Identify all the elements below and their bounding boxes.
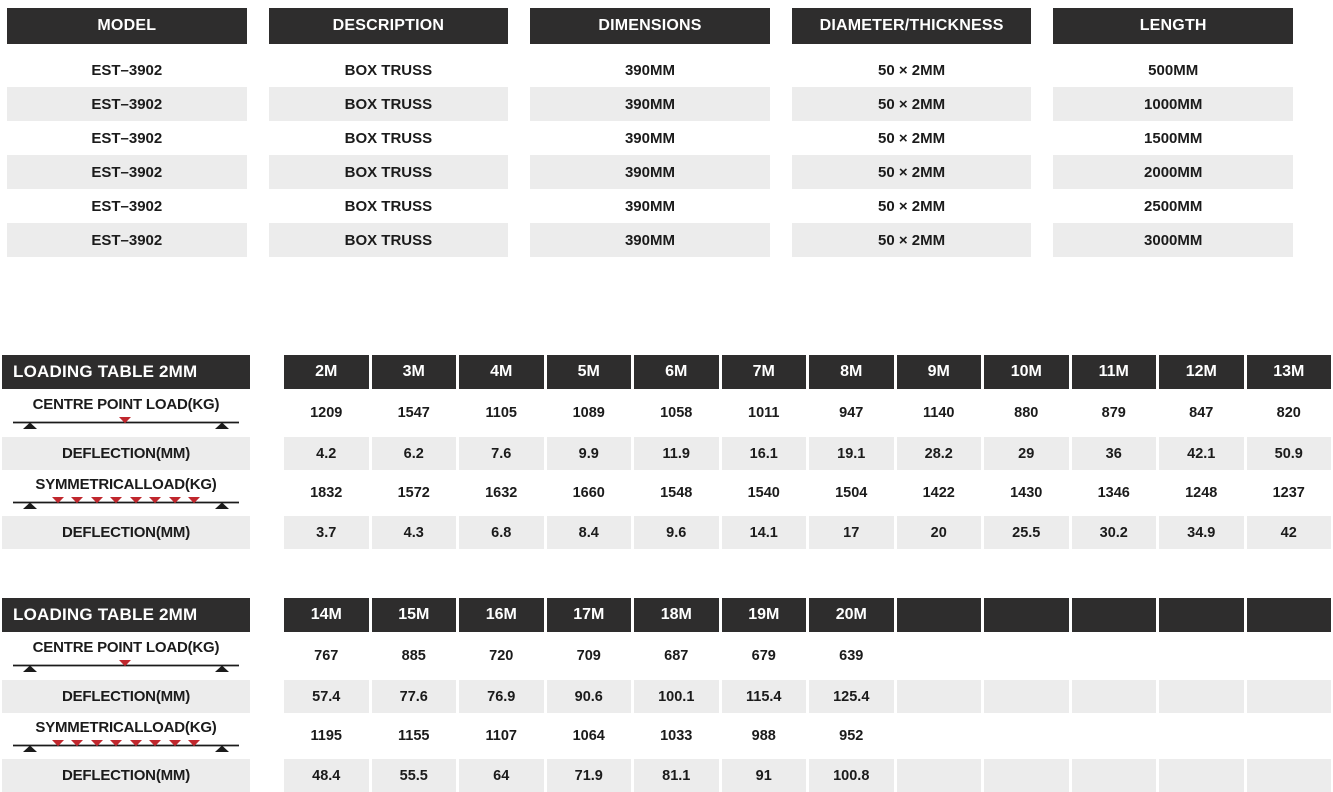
- load-value-cell: [897, 715, 982, 757]
- row-label: [2, 437, 250, 470]
- spec-column-header: LENGTH: [1053, 8, 1293, 44]
- load-value-cell: 820: [1276, 405, 1301, 421]
- load-value-cell: 1547: [397, 405, 430, 421]
- row-label: [2, 472, 250, 514]
- load-value-cell: 64: [459, 759, 544, 792]
- load-value-cell: 847: [1189, 405, 1214, 421]
- spec-cell: EST–3902: [7, 87, 247, 121]
- load-value-cell: 1089: [572, 405, 605, 421]
- load-value-cell: 28.2: [897, 437, 982, 470]
- span-column-header: 2M: [284, 355, 369, 389]
- load-value-cell: 1346: [1097, 485, 1130, 501]
- load-value-cell: [897, 680, 982, 713]
- load-value-cell: [984, 715, 1069, 757]
- load-value-cell: 7.6: [459, 437, 544, 470]
- spec-cell: 500MM: [1148, 61, 1199, 79]
- load-value-cell: 1660: [572, 485, 605, 501]
- span-column-header: 5M: [547, 355, 632, 389]
- column-gap-spacer: [253, 355, 281, 389]
- load-value-cell: 34.9: [1159, 516, 1244, 549]
- spec-cell: EST–3902: [91, 61, 163, 79]
- span-column-header: [984, 598, 1069, 632]
- load-value-cell: 100.1: [634, 680, 719, 713]
- load-value-cell: 639: [839, 648, 864, 664]
- row-label: [2, 516, 250, 549]
- load-value-cell: 9.6: [634, 516, 719, 549]
- load-value-cell: 709: [576, 648, 601, 664]
- spec-table: [7, 8, 1293, 257]
- load-value-cell: [1072, 634, 1157, 678]
- load-value-cell: 1140: [923, 405, 955, 421]
- load-value-cell: 76.9: [459, 680, 544, 713]
- load-value-cell: 1548: [660, 485, 693, 501]
- load-value-cell: 4.3: [372, 516, 457, 549]
- column-gap-spacer: [253, 759, 281, 792]
- load-value-cell: 17: [809, 516, 894, 549]
- column-gap-spacer: [253, 715, 281, 757]
- loading-table-title: LOADING TABLE 2MM: [2, 355, 250, 389]
- load-value-cell: [897, 759, 982, 792]
- spec-cell: BOX TRUSS: [344, 129, 433, 147]
- load-value-cell: 36: [1072, 437, 1157, 470]
- load-value-cell: 115.4: [722, 680, 807, 713]
- spec-column-header: DIAMETER/THICKNESS: [792, 8, 1032, 44]
- span-column-header: 11M: [1072, 355, 1157, 389]
- load-value-cell: 879: [1101, 405, 1126, 421]
- spec-cell: 50 × 2MM: [792, 155, 1032, 189]
- span-column-header: [1072, 598, 1157, 632]
- spec-column-header: DESCRIPTION: [269, 8, 509, 44]
- load-value-cell: 90.6: [547, 680, 632, 713]
- load-value-cell: 1209: [310, 405, 343, 421]
- load-value-cell: 1033: [660, 728, 693, 744]
- spec-cell: 50 × 2MM: [878, 61, 946, 79]
- row-label-text: CENTRE POINT LOAD(KG): [32, 396, 220, 414]
- column-gap-spacer: [253, 634, 281, 678]
- load-value-cell: [1072, 680, 1157, 713]
- span-column-header: [1159, 598, 1244, 632]
- load-value-cell: 1237: [1272, 485, 1305, 501]
- row-label-text: DEFLECTION(MM): [61, 687, 190, 705]
- load-value-cell: [1159, 715, 1244, 757]
- load-value-cell: [984, 634, 1069, 678]
- spec-cell: EST–3902: [91, 129, 163, 147]
- span-column-header: 13M: [1247, 355, 1332, 389]
- load-value-cell: [1072, 715, 1157, 757]
- load-value-cell: 1107: [485, 728, 517, 744]
- load-value-cell: 952: [839, 728, 864, 744]
- symmetrical-load-icon: [10, 738, 242, 752]
- centre-point-load-icon: [10, 658, 242, 672]
- load-value-cell: 1540: [747, 485, 780, 501]
- load-value-cell: 6.8: [459, 516, 544, 549]
- load-value-cell: 1504: [835, 485, 868, 501]
- load-value-cell: 16.1: [722, 437, 807, 470]
- row-label: [2, 715, 250, 757]
- spec-cell: 1500MM: [1144, 129, 1203, 147]
- load-value-cell: [897, 634, 982, 678]
- spec-cell: 390MM: [530, 223, 770, 257]
- spec-cell: 390MM: [624, 61, 675, 79]
- spec-cell: 50 × 2MM: [792, 223, 1032, 257]
- spec-column-header: DIMENSIONS: [530, 8, 770, 44]
- load-value-cell: 988: [751, 728, 776, 744]
- load-value-cell: 8.4: [547, 516, 632, 549]
- load-value-cell: [1159, 634, 1244, 678]
- load-value-cell: 1632: [485, 485, 518, 501]
- span-column-header: 4M: [459, 355, 544, 389]
- load-value-cell: [984, 680, 1069, 713]
- load-value-cell: 42.1: [1159, 437, 1244, 470]
- load-value-cell: 50.9: [1247, 437, 1332, 470]
- row-label-text: DEFLECTION(MM): [61, 523, 190, 541]
- row-label-text: CENTRE POINT LOAD(KG): [32, 639, 220, 657]
- span-column-header: 19M: [722, 598, 807, 632]
- symmetrical-load-icon: [10, 495, 242, 509]
- load-value-cell: 1155: [398, 728, 430, 744]
- span-column-header: 6M: [634, 355, 719, 389]
- load-value-cell: 100.8: [809, 759, 894, 792]
- spec-cell: 50 × 2MM: [792, 87, 1032, 121]
- spec-cell: 390MM: [624, 197, 675, 215]
- row-label: [2, 391, 250, 435]
- load-value-cell: 20: [897, 516, 982, 549]
- span-column-header: 20M: [809, 598, 894, 632]
- load-value-cell: 11.9: [634, 437, 719, 470]
- load-value-cell: 55.5: [372, 759, 457, 792]
- spec-cell: 390MM: [624, 129, 675, 147]
- load-value-cell: 29: [984, 437, 1069, 470]
- row-label: [2, 634, 250, 678]
- load-value-cell: 9.9: [547, 437, 632, 470]
- spec-column-header: MODEL: [7, 8, 247, 44]
- spec-cell: 2500MM: [1144, 197, 1203, 215]
- span-column-header: [897, 598, 982, 632]
- spec-header-gap: [7, 44, 1293, 53]
- spec-cell: 1000MM: [1053, 87, 1293, 121]
- load-value-cell: 42: [1247, 516, 1332, 549]
- load-value-cell: [1072, 759, 1157, 792]
- span-column-header: 18M: [634, 598, 719, 632]
- load-value-cell: 81.1: [634, 759, 719, 792]
- span-column-header: 16M: [459, 598, 544, 632]
- spec-cell: BOX TRUSS: [269, 155, 509, 189]
- span-column-header: [1247, 598, 1332, 632]
- load-value-cell: 1105: [485, 405, 517, 421]
- load-value-cell: 1832: [310, 485, 343, 501]
- load-value-cell: 48.4: [284, 759, 369, 792]
- load-value-cell: 4.2: [284, 437, 369, 470]
- load-value-cell: 1572: [397, 485, 430, 501]
- load-value-cell: 687: [664, 648, 689, 664]
- load-value-cell: 1064: [572, 728, 605, 744]
- row-label-text: DEFLECTION(MM): [61, 766, 190, 784]
- loading-table-2mm-second: [2, 598, 1331, 792]
- load-value-cell: 1195: [310, 728, 342, 744]
- spec-cell: 390MM: [530, 155, 770, 189]
- span-column-header: 8M: [809, 355, 894, 389]
- load-value-cell: 30.2: [1072, 516, 1157, 549]
- spec-cell: 2000MM: [1053, 155, 1293, 189]
- load-value-cell: 125.4: [809, 680, 894, 713]
- spec-cell: EST–3902: [7, 223, 247, 257]
- row-label-text: SYMMETRICALLOAD(KG): [35, 476, 217, 494]
- span-column-header: 17M: [547, 598, 632, 632]
- load-value-cell: 880: [1014, 405, 1039, 421]
- load-value-cell: 1248: [1185, 485, 1218, 501]
- load-value-cell: [1159, 680, 1244, 713]
- row-label: [2, 680, 250, 713]
- loading-table-2mm-first: [2, 355, 1331, 549]
- spec-cell: EST–3902: [91, 197, 163, 215]
- spec-cell: BOX TRUSS: [344, 61, 433, 79]
- span-column-header: 9M: [897, 355, 982, 389]
- load-value-cell: 767: [314, 648, 339, 664]
- column-gap-spacer: [253, 391, 281, 435]
- load-value-cell: 1058: [660, 405, 693, 421]
- spec-cell: BOX TRUSS: [269, 223, 509, 257]
- spec-cell: 50 × 2MM: [878, 197, 946, 215]
- load-value-cell: 1430: [1010, 485, 1043, 501]
- load-value-cell: 1422: [922, 485, 955, 501]
- row-label: [2, 759, 250, 792]
- load-value-cell: 57.4: [284, 680, 369, 713]
- load-value-cell: 25.5: [984, 516, 1069, 549]
- load-value-cell: 720: [489, 648, 514, 664]
- load-value-cell: 19.1: [809, 437, 894, 470]
- load-value-cell: [1247, 715, 1332, 757]
- spec-cell: EST–3902: [7, 155, 247, 189]
- span-column-header: 7M: [722, 355, 807, 389]
- span-column-header: 10M: [984, 355, 1069, 389]
- load-value-cell: [1159, 759, 1244, 792]
- load-value-cell: 3.7: [284, 516, 369, 549]
- span-column-header: 14M: [284, 598, 369, 632]
- column-gap-spacer: [253, 680, 281, 713]
- load-value-cell: 885: [401, 648, 426, 664]
- load-value-cell: [1247, 759, 1332, 792]
- spec-cell: 50 × 2MM: [878, 129, 946, 147]
- load-value-cell: 6.2: [372, 437, 457, 470]
- load-value-cell: 947: [839, 405, 864, 421]
- spec-cell: BOX TRUSS: [269, 87, 509, 121]
- span-column-header: 3M: [372, 355, 457, 389]
- column-gap-spacer: [253, 472, 281, 514]
- span-column-header: 12M: [1159, 355, 1244, 389]
- load-value-cell: 71.9: [547, 759, 632, 792]
- column-gap-spacer: [253, 516, 281, 549]
- load-value-cell: 14.1: [722, 516, 807, 549]
- row-label-text: DEFLECTION(MM): [61, 444, 190, 462]
- centre-point-load-icon: [10, 415, 242, 429]
- column-gap-spacer: [253, 437, 281, 470]
- load-value-cell: 1011: [748, 405, 780, 421]
- spec-cell: 390MM: [530, 87, 770, 121]
- spec-cell: 3000MM: [1053, 223, 1293, 257]
- load-value-cell: 77.6: [372, 680, 457, 713]
- span-column-header: 15M: [372, 598, 457, 632]
- load-value-cell: 679: [751, 648, 776, 664]
- load-value-cell: [1247, 680, 1332, 713]
- load-value-cell: 91: [722, 759, 807, 792]
- loading-table-title: LOADING TABLE 2MM: [2, 598, 250, 632]
- row-label-text: SYMMETRICALLOAD(KG): [35, 719, 217, 737]
- load-value-cell: [984, 759, 1069, 792]
- column-gap-spacer: [253, 598, 281, 632]
- load-value-cell: [1247, 634, 1332, 678]
- spec-cell: BOX TRUSS: [344, 197, 433, 215]
